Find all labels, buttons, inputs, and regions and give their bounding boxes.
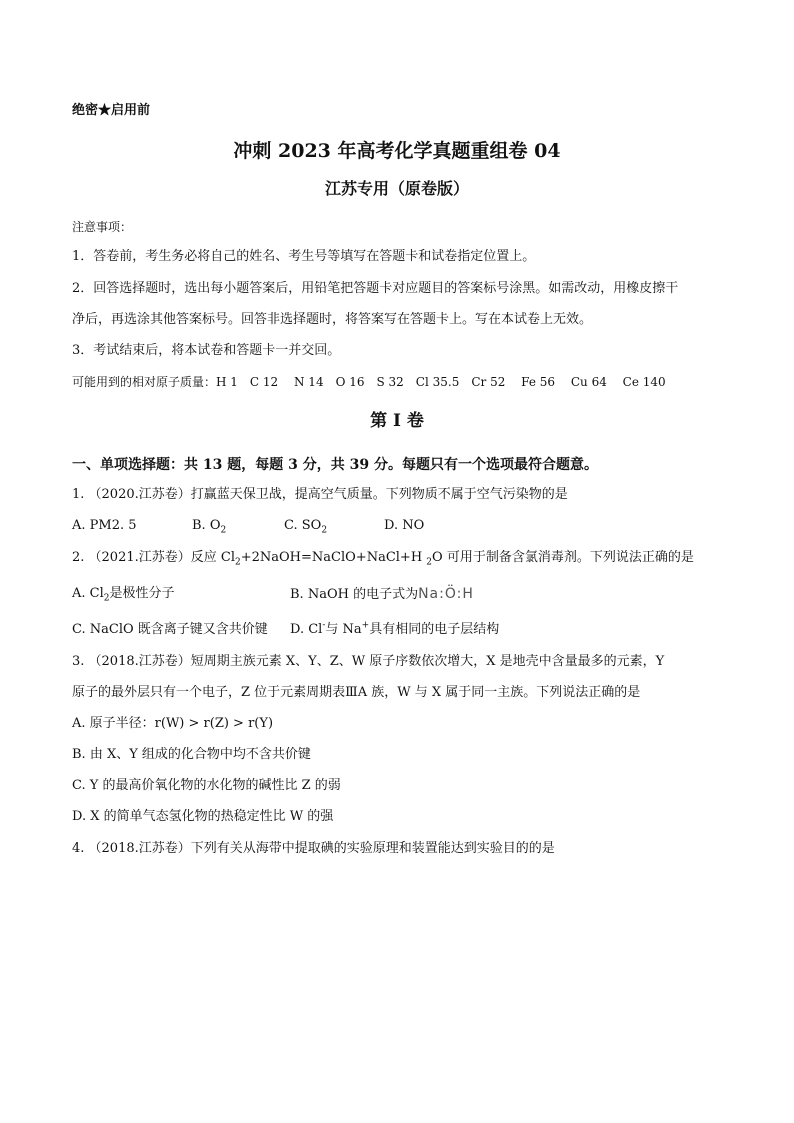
atomic-masses: 可能用到的相对原子质量：H 1 C 12 N 14 O 16 S 32 Cl 35.5 Cr 52 Fe 56 Cu 64 Ce 140 bbox=[72, 375, 666, 389]
question-3-option-b: B. 由 X、Y 组成的化合物中均不含共价键 bbox=[72, 747, 311, 762]
notice-item-2-line-2: 净后，再选涂其他答案标号。回答非选择题时，将答案写在答题卡上。写在本试卷上无效。 bbox=[72, 312, 593, 327]
volume-title: 第 I 卷 bbox=[370, 411, 424, 431]
question-1-option-c: C. $SO_2$ bbox=[284, 518, 328, 536]
naoh-electron-formula: Na:Ö:H bbox=[418, 586, 474, 602]
question-3-stem-line-2: 原子的最外层只有一个电子，Z 位于元素周期表ⅢA 族，W 与 X 属于同一主族。下列说法正确的是 bbox=[72, 685, 641, 700]
question-3-option-c: C. Y 的最高价氧化物的水化物的碱性比 Z 的弱 bbox=[72, 778, 341, 793]
notice-item-3: 3．考试结束后，将本试卷和答题卡一并交回。 bbox=[72, 343, 341, 358]
question-1-stem: 1. （2020.江苏卷）打赢蓝天保卫战，提高空气质量。下列物质不属于空气污染物的是 bbox=[72, 487, 568, 502]
section-1-heading: 一、单项选择题：共 13 题，每题 3 分，共 39 分。每题只有一个选项最符合题意。 bbox=[72, 457, 598, 473]
question-2-option-d: D. Cl-与 Na+具有相同的电子层结构 bbox=[290, 620, 500, 637]
question-2-option-b: B. NaOH 的电子式为Na:Ö:H bbox=[290, 586, 474, 602]
exam-subtitle: 江苏专用（原卷版） bbox=[324, 179, 469, 198]
question-1-option-a: A. PM2. 5 bbox=[72, 518, 137, 533]
question-1-option-b: B. $O_2$ bbox=[192, 518, 227, 536]
question-4-stem: 4. （2018.江苏卷）下列有关从海带中提取碘的实验原理和装置能达到实验目的的是 bbox=[72, 841, 555, 856]
question-3-stem-line-1: 3. （2018.江苏卷）短周期主族元素 X、Y、Z、W 原子序数依次增大，X 是地壳中含量最多的元素，Y bbox=[72, 654, 665, 669]
question-2-option-c: C. NaClO 既含离子键又含共价键 bbox=[72, 622, 268, 637]
question-1-option-d: D. NO bbox=[384, 518, 425, 533]
secret-mark: 绝密★启用前 bbox=[72, 103, 151, 118]
exam-title: 冲刺 2023 年高考化学真题重组卷 04 bbox=[233, 140, 561, 162]
question-3-option-d: D. X 的简单气态氢化物的热稳定性比 W 的强 bbox=[72, 809, 334, 824]
notice-item-1: 1．答卷前，考生务必将自己的姓名、考生号等填写在答题卡和试卷指定位置上。 bbox=[72, 249, 536, 264]
notice-heading: 注意事项： bbox=[72, 220, 133, 234]
notice-item-2-line-1: 2．回答选择题时，选出每小题答案后，用铅笔把答题卡对应题目的答案标号涂黑。如需改动，用橡皮擦干 bbox=[72, 281, 679, 296]
question-3-option-a: A. 原子半径：r(W) > r(Z) > r(Y) bbox=[72, 716, 274, 731]
question-2-stem: 2. （2021.江苏卷）反应 $Cl_2+2NaOH=NaClO+NaCl+H$ $_2$O 可用于制备含氯消毒剂。下列说法正确的是 bbox=[72, 550, 694, 568]
question-2-option-a: A. $Cl_2$是极性分子 bbox=[72, 586, 175, 604]
